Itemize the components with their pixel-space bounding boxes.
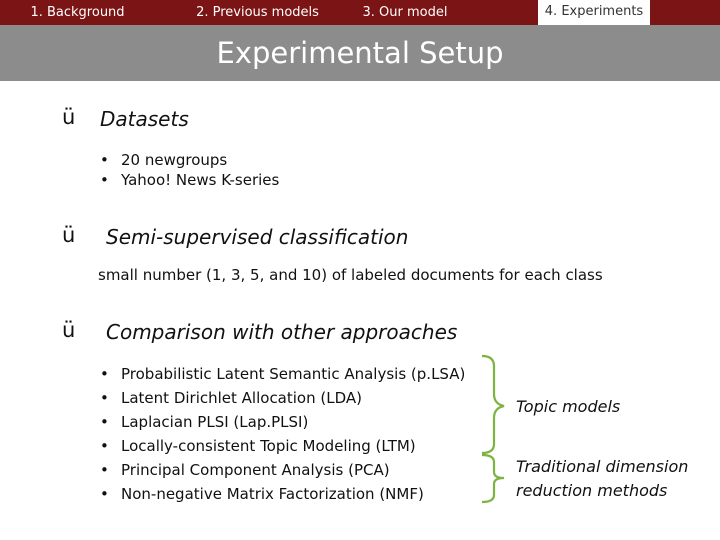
dimension-reduction-label-line1: Traditional dimension [516, 457, 689, 476]
datasets-list [100, 150, 279, 190]
tab-previous-models[interactable]: 2. Previous models [196, 5, 319, 20]
checkmark-icon: ü [62, 318, 76, 342]
list-item: • Yahoo! News K-series [100, 170, 279, 190]
tab-background[interactable]: 1. Background [30, 5, 125, 20]
checkmark-icon: ü [62, 223, 76, 247]
tab-experiments[interactable]: 4. Experiments [538, 0, 650, 25]
list-item: • Latent Dirichlet Allocation (LDA) [100, 386, 465, 410]
list-item: • Probabilistic Latent Semantic Analysis (p.LSA) [100, 362, 465, 386]
comparison-list [100, 362, 465, 506]
dimension-reduction-label-line2: reduction methods [516, 481, 668, 500]
dimension-reduction-brace-icon [482, 455, 504, 502]
section-heading-comparison: Comparison with other approaches [106, 320, 458, 344]
topic-models-brace-icon [482, 356, 504, 453]
page-title: Experimental Setup [216, 36, 504, 70]
brace-group-icons [478, 350, 514, 510]
checkmark-icon: ü [62, 105, 76, 129]
list-item: • 20 newgroups [100, 150, 279, 170]
semi-supervised-description: small number (1, 3, 5, and 10) of labeled documents for each class [98, 266, 603, 284]
tab-our-model[interactable]: 3. Our model [362, 5, 448, 20]
list-item: • Locally-consistent Topic Modeling (LTM) [100, 434, 465, 458]
section-heading-semi-supervised: Semi-supervised classification [106, 225, 409, 249]
list-item: • Non-negative Matrix Factorization (NMF) [100, 482, 465, 506]
list-item: • Laplacian PLSI (Lap.PLSI) [100, 410, 465, 434]
section-heading-datasets: Datasets [100, 107, 189, 131]
topic-models-label: Topic models [516, 397, 621, 416]
list-item: • Principal Component Analysis (PCA) [100, 458, 465, 482]
